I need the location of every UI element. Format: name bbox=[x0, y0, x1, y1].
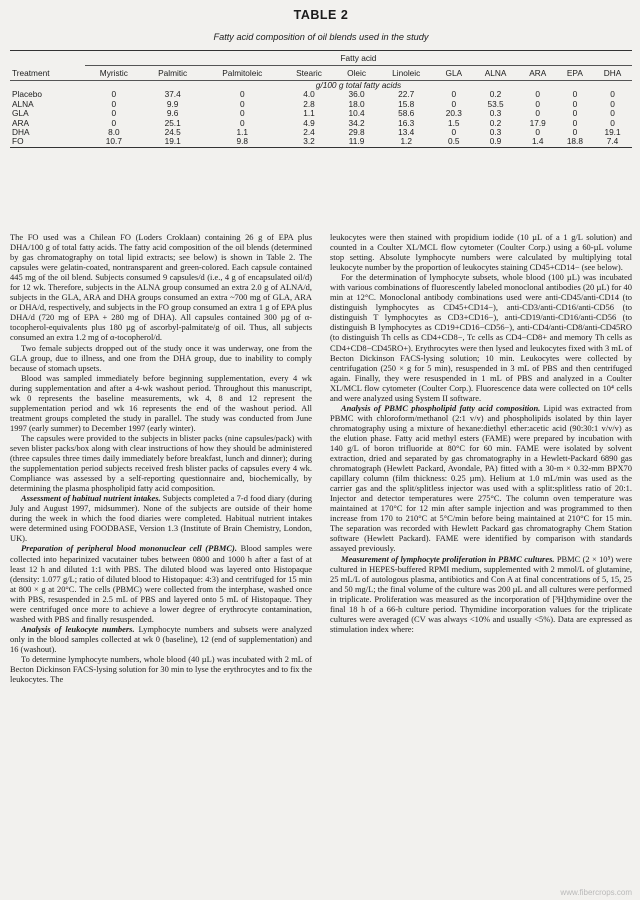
table-cell: 29.8 bbox=[348, 127, 365, 138]
section-heading: Preparation of peripheral blood mononuclear cell (PBMC). bbox=[21, 543, 237, 554]
paragraph bbox=[330, 232, 632, 272]
paragraph-text: The FO used was a Chilean FO (Loders Croklaan) containing 26 g of EPA plus DHA/100 g of total fatty acids. The fatty acid composition of the oil blends (determined by gas chromatography on total lipid extracts; see below) is shown in Table 2. The capsules were gelatin-coated, nontransparent and green-colored. Each capsule contained 445 mg of the oil blend. Subjects consumed 9 capsules/d (i.e., 4 g of encapsulated oil/d) for 12 wk. Therefore, subjects in the ALNA group consumed an extra 2.0 g of ALNA/d, subjects in the GLA, ARA and DHA groups consumed an extra ~700 mg of GLA, ARA or DHA/d, respectively, and subjects in the FO group consumed an extra 1 g of EPA plus DHA/d (720 mg of EPA + 280 mg of DHA). All capsules contained 300 µg of α-tocopherol-equivalents plus 180 µg of ascorbyl-palmitate/g of oil. Thus, all subjects consumed an extra 1.2 mg of α-tocopherol/d. bbox=[10, 232, 312, 343]
paragraph bbox=[10, 373, 312, 433]
table-cell: 2.4 bbox=[303, 127, 315, 138]
table-cell: 17.9 bbox=[529, 117, 546, 128]
paragraph bbox=[330, 272, 632, 403]
treatment-header: Treatment bbox=[12, 67, 50, 78]
table-cell: 0 bbox=[610, 89, 615, 100]
table-caption: Fatty acid composition of oil blends used in the study bbox=[213, 32, 429, 42]
paragraph-text: PBMC (2 × 10⁵) were cultured in HEPES-buffered RPMI medium, supplemented with 2 mmol/L of glutamine, 25 mL/L of autologous plasma, antibiotics and Con A at final concentrations of 5, 15, 25 and 50 mg/L; the final volume of the culture was 200 µL and all cultures were performed in triplicate. Proliferation was measured as the incorporation of [³H]thymidine over the final 18 h of a 66-h culture period. Thymidine incorporation values for the triplicate cultures were averaged (CV was always <10% and usually <5%). Data are expressed as stimulation index where: bbox=[330, 553, 632, 634]
table-cell: 0 bbox=[451, 98, 457, 109]
table-cell: 0.3 bbox=[489, 108, 502, 119]
units-row: g/100 g total fatty acids bbox=[315, 80, 402, 90]
table-cell: 0 bbox=[535, 89, 541, 100]
table-cell: 0 bbox=[239, 108, 245, 119]
paragraph bbox=[10, 433, 312, 493]
table-cell: 0 bbox=[111, 108, 117, 119]
paragraph bbox=[10, 232, 312, 343]
paragraph-text: Two female subjects dropped out of the study once it was underway, one from the GLA group, due to illness, and one from the DHA group, due to inability to comply because of stomach upsets. bbox=[10, 342, 312, 373]
row-treatment: ALNA bbox=[12, 98, 34, 109]
table-cell: 0 bbox=[572, 89, 578, 100]
table-cell: 0 bbox=[610, 117, 615, 128]
watermark: www.fibercrops.com bbox=[560, 888, 632, 897]
table-row bbox=[10, 137, 632, 147]
table-cell: 1.2 bbox=[400, 136, 412, 147]
column-header: Stearic bbox=[296, 68, 322, 78]
column-header: Palmitic bbox=[158, 68, 188, 78]
table-cell: 0 bbox=[111, 117, 117, 128]
paragraph bbox=[10, 493, 312, 543]
paragraph bbox=[330, 554, 632, 634]
row-treatment: FO bbox=[12, 136, 24, 147]
section-heading: Analysis of PBMC phospholipid fatty acid composition. bbox=[341, 402, 541, 413]
paragraph-text: Blood samples were collected into heparinized vacutainer tubes between 0800 and 1000 h after a fast of at least 12 h and diluted 1:1 with PBS. The diluted blood was layered onto Histopaque (density: 1.077 g/L; ratio of diluted blood to Histopaque: 4:3) and centrifuged for 15 min at 800 × g at 20°C. The cells (PBMC) were collected from the interphase, washed once with PBS, resuspended in 2.5 mL of PBS and layered onto 5 mL of Histopaque. They were centrifuged once more to achieve a lower degree of erythrocyte contamination, washed with PBS and finally resuspended. bbox=[10, 543, 312, 624]
table-cell: 0.2 bbox=[489, 117, 502, 128]
table-cell: 16.3 bbox=[398, 117, 415, 128]
table-cell: 24.5 bbox=[164, 127, 181, 138]
table-cell: 9.8 bbox=[236, 136, 249, 147]
table-cell: 0 bbox=[572, 98, 578, 109]
table-cell: 53.5 bbox=[487, 98, 504, 109]
table-cell: 10.7 bbox=[105, 136, 122, 147]
table-cell: 4.9 bbox=[303, 117, 315, 128]
column-header: ALNA bbox=[484, 68, 507, 78]
section-heading: Analysis of leukocyte numbers. bbox=[21, 623, 135, 634]
table-cell: 0 bbox=[572, 127, 578, 138]
table-cell: 10.4 bbox=[348, 108, 365, 119]
table-cell: 34.2 bbox=[348, 117, 365, 128]
column-header: DHA bbox=[603, 68, 622, 78]
table-cell: 0 bbox=[239, 117, 245, 128]
table-cell: 0 bbox=[111, 98, 117, 109]
row-treatment: GLA bbox=[12, 108, 29, 119]
row-treatment: ARA bbox=[12, 117, 30, 128]
section-heading: Measurement of lymphocyte proliferation in PBMC cultures. bbox=[341, 553, 555, 564]
column-header: GLA bbox=[445, 68, 463, 78]
paragraph-text: For the determination of lymphocyte subsets, whole blood (100 µL) was incubated with various combinations of fluorescently labeled monoclonal antibodies (20 µL) for 40 min at 12°C. Monoclonal antibody combinations used were anti-CD45/anti-CD14 (to distinguish lymphocytes as CD45+CD14−), anti-CD3/anti-CD16/anti-CD56 (to distinguish T lymphocytes as CD3+CD16−), anti-CD19/anti-CD16/anti-CD56 (to distinguish B lymphocytes as CD19+CD16−CD56−), anti-CD4/anti-CD8/anti-CD45RO (to distinguish Th cells as CD4+CD8−, Tc cells as CD4−CD8+ and memory Th cells as CD4+CD8−CD45RO+). Erythrocytes were then lysed and leukocytes fixed with 3 mL of Becton Dickinson FACS-lysing solution; 10 min. Leukocytes were collected by centrifugation (250 × g for 5 min), resuspended in 3 mL of PBS and then centrifuged again. Finally, they were resuspended in 1 mL of PBS and analyzed in a Coulter XL/MCL flow cytometer (Coulter Corp.). Fluorescence data were collected on 10⁴ cells and were analyzed using System II software. bbox=[330, 272, 632, 403]
table-cell: 19.1 bbox=[604, 127, 621, 138]
column-header: Oleic bbox=[347, 68, 366, 78]
table-cell: 0.9 bbox=[489, 136, 502, 147]
paragraph bbox=[330, 403, 632, 554]
paragraph-text: Subjects completed a 7-d food diary (during July and August 1997, midsummer). None of the subjects are outside of their home during the week in which the food diaries were completed. Habitual nutrient intakes were determined using FOODBASE, Version 1.3 (Institute of Brain Chemistry, London, UK). bbox=[10, 493, 313, 544]
table-cell: 8.0 bbox=[108, 127, 120, 138]
table-cell: 0 bbox=[535, 127, 541, 138]
left-text-column bbox=[10, 232, 312, 684]
table-cell: 0 bbox=[572, 108, 578, 119]
table-title: TABLE 2 bbox=[293, 8, 349, 22]
paragraph bbox=[10, 624, 312, 654]
table-cell: 3.2 bbox=[303, 136, 315, 147]
section-heading: Assessment of habitual nutrient intakes. bbox=[21, 493, 161, 504]
column-header: Myristic bbox=[99, 68, 128, 78]
table-cell: 1.4 bbox=[531, 136, 544, 147]
paragraph bbox=[10, 543, 312, 623]
row-treatment: DHA bbox=[12, 127, 30, 138]
table-cell: 58.6 bbox=[398, 108, 415, 119]
paragraph-text: The capsules were provided to the subjects in blister packs (nine capsules/pack) with seven blister packs/box along with clear instructions of how they should be administered (three capsules three times daily immediately before breakfast, lunch and dinner); during the supplementation period subjects received fresh blister packs of capsules every 4 wk. Compliance was assessed by a self-reporting questionnaire and, biochemically, by determining the plasma phospholipid fatty acid composition. bbox=[10, 432, 312, 494]
group-header: Fatty acid bbox=[85, 51, 632, 66]
table-cell: 0 bbox=[535, 108, 541, 119]
table-cell: 0 bbox=[572, 117, 578, 128]
table-cell: 37.4 bbox=[164, 89, 181, 100]
table-cell: 9.9 bbox=[166, 98, 179, 109]
table-cell: 1.1 bbox=[236, 127, 249, 138]
table-cell: 0 bbox=[239, 98, 245, 109]
table-cell: 9.6 bbox=[166, 108, 179, 119]
column-header: EPA bbox=[566, 68, 583, 78]
table-cell: 0 bbox=[239, 89, 245, 100]
table-cell: 18.8 bbox=[566, 136, 583, 147]
table-cell: 0 bbox=[610, 98, 615, 109]
table-cell: 11.9 bbox=[348, 136, 365, 147]
table-cell: 18.0 bbox=[348, 98, 365, 109]
paragraph-text: Lymphocyte numbers and subsets were analyzed only in the blood samples collected at wk 0 (baseline), 12 (end of supplementation) and 16 (washout). bbox=[10, 623, 312, 654]
table-cell: 15.8 bbox=[398, 98, 415, 109]
right-text-column bbox=[330, 232, 632, 634]
table-cell: 0 bbox=[111, 89, 117, 100]
paragraph bbox=[10, 654, 312, 684]
paragraph bbox=[10, 343, 312, 373]
table-cell: 0 bbox=[451, 127, 457, 138]
table-cell: 4.0 bbox=[303, 89, 315, 100]
table-cell: 0.3 bbox=[489, 127, 502, 138]
table-cell: 20.3 bbox=[445, 108, 462, 119]
paragraph-text: leukocytes were then stained with propidium iodide (10 µL of a 1 g/L solution) and counted in a Coulter XL/MCL flow cytometer (Coulter Corp.) using a 60-µL volume stop setting. Absolute lymphocyte numbers were calculated by multiplying total leukocyte number by the proportion of leukocytes staining CD45+CD14− (see below). bbox=[330, 232, 632, 273]
table-cell: 2.8 bbox=[303, 98, 315, 109]
table-cell: 0 bbox=[535, 98, 541, 109]
column-header: Linoleic bbox=[392, 68, 421, 78]
table-cell: 1.5 bbox=[448, 117, 460, 128]
table-cell: 25.1 bbox=[164, 117, 181, 128]
paragraph-text: To determine lymphocyte numbers, whole blood (40 µL) was incubated with 2 mL of Becton Dickinson FACS-lysing solution for 30 min to lyse the erythrocytes and to fix the leukocytes. The bbox=[10, 653, 312, 685]
table-cell: 22.7 bbox=[398, 89, 415, 100]
table-cell: 0.2 bbox=[489, 89, 502, 100]
paragraph-text: Blood was sampled immediately before beginning supplementation, every 4 wk during supplementation and after a 4-wk washout period. Throughout this manuscript, wk 0 represents the baseline measurements, wk 4, 8 and 12 represent the supplementation period and wk 16 represents the end of the washout period. All treatment groups completed the study in parallel. The study was conducted from June 1997 (early summer) to December 1997 (early winter). bbox=[10, 372, 312, 433]
table-cell: 0 bbox=[451, 89, 457, 100]
table-2 bbox=[10, 6, 632, 148]
column-header: ARA bbox=[529, 68, 547, 78]
fatty-acid-table bbox=[10, 50, 632, 148]
table-cell: 36.0 bbox=[348, 89, 365, 100]
row-treatment: Placebo bbox=[12, 89, 42, 100]
table-cell: 1.1 bbox=[303, 108, 315, 119]
table-cell: 7.4 bbox=[606, 136, 619, 147]
table-cell: 0 bbox=[610, 108, 615, 119]
table-cell: 13.4 bbox=[398, 127, 415, 138]
column-header: Palmitoleic bbox=[222, 68, 263, 78]
table-cell: 0.5 bbox=[448, 136, 460, 147]
paragraph-text: Lipid was extracted from PBMC with chloroform/methanol (2:1 v/v) and phospholipids isolated by thin layer chromatography using a mixture of hexane:diethyl ether:acetic acid (90:30:1 v/v/v) as the elution phase. Fatty acid methyl esters (FAME) were prepared by incubation with 140 g/L of boron trifluoride at 80°C for 60 min. FAME were isolated by solvent extraction, dried and separated by gas chromatography in a Hewlett-Packard 6890 gas chromatograph (Hewlett Packard, Avondale, PA) fitted with a 30-m × 0.32-mm BPX70 capillary column (film thickness: 0.25 µm). Helium at 1.0 mL/min was used as the carrier gas and the split/splitless injector was used with a split:splitless ratio of 20:1. Injector and detector temperatures were 275°C. The column oven temperature was maintained at 170°C for 12 min after sample injection and was programmed to then increase from 170 to 210°C at 5°C/min before being maintained at 210°C for 15 min. The separation was recorded with Hewlett Packard gas chromatography Chem Station software (Hewlett Packard). FAME were identified by comparison with standards assayed previously. bbox=[330, 402, 632, 554]
table-cell: 19.1 bbox=[164, 136, 181, 147]
